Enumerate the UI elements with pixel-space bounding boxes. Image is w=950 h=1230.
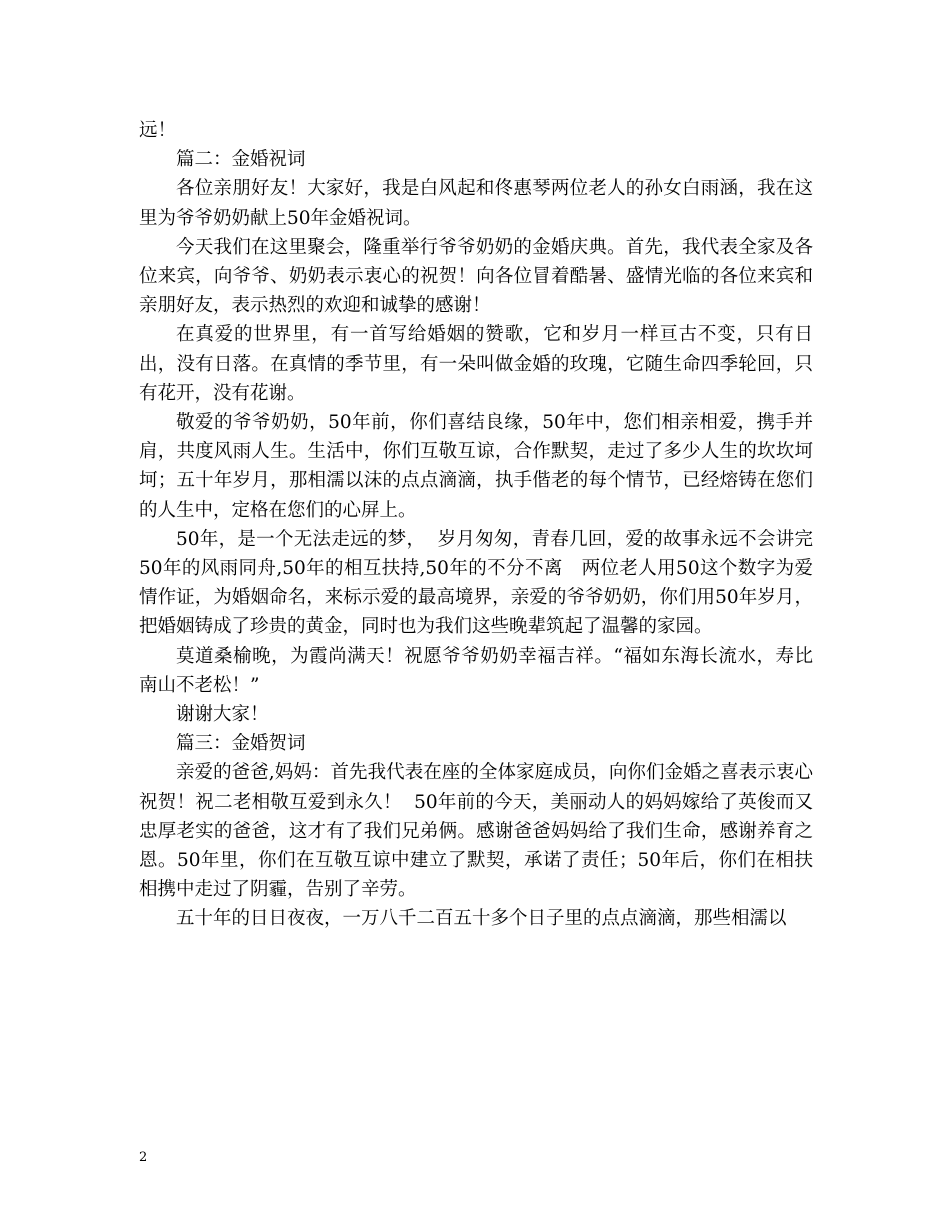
- paragraph-fifty-years-days: 五十年的日日夜夜，一万八千二百五十多个日子里的点点滴滴，那些相濡以: [176, 908, 787, 930]
- paragraph-fifty-years: 50年，是一个无法走远的梦， 岁月匆匆，青春几回，爱的故事永远不会讲完 50年的风雨同舟,50年的相互扶持,50年的不分不离 两位老人用50这个数字为爱情作证，为婚姻命名，来标示爱的最高境界，亲爱的爷爷奶奶，你们用50年岁月，把婚姻铸成了珍贵的黄金，同时也为我们这些晚辈筑起了温馨的家园。: [139, 528, 831, 638]
- paragraph-dear-parents: 亲爱的爸爸,妈妈：首先我代表在座的全体家庭成员，向你们金婚之喜表示衷心祝贺！祝二老相敬互爱到永久！ 50年前的今天，美丽动人的妈妈嫁给了英俊而又忠厚老实的爸爸，这才有了我们兄弟俩。感谢爸爸妈妈给了我们生命，感谢养育之恩。50年里，你们在互敬互谅中建立了默契，承诺了责任；50年后，你们在相扶相携中走过了阴霾，告别了辛劳。: [139, 762, 813, 901]
- continuation-text: 远！: [139, 120, 177, 141]
- section-heading-part-two: 篇二：金婚祝词: [176, 149, 306, 171]
- paragraph-blessing: 莫道桑榆晚，为霞尚满天！祝愿爷爷奶奶幸福吉祥。“福如东海长流水，寿比南山不老松！”: [139, 645, 813, 696]
- paragraph-respected-grandparents: 敬爱的爷爷奶奶，50年前，你们喜结良缘，50年中，您们相亲相爱，携手并肩，共度风雨人生。生活中，你们互敬互谅，合作默契，走过了多少人生的坎坎坷坷；五十年岁月，那相濡以沫的点点滴滴，执手偕老的每个情节，已经熔铸在您们的人生中，定格在您们的心屏上。: [139, 412, 813, 521]
- document-body: [139, 116, 831, 934]
- paragraph-greeting: 各位亲朋好友！大家好，我是白风起和佟惠琴两位老人的孙女白雨涵，我在这里为爷爷奶奶献上50年金婚祝词。: [139, 178, 813, 229]
- section-heading-part-three: 篇三：金婚贺词: [176, 733, 306, 755]
- page-number: 2: [139, 1150, 148, 1165]
- paragraph-gathering: 今天我们在这里聚会，隆重举行爷爷奶奶的金婚庆典。首先，我代表全家及各位来宾，向爷爷、奶奶表示衷心的祝贺！向各位冒着酷暑、盛情光临的各位来宾和亲朋好友，表示热烈的欢迎和诚挚的感谢！: [139, 236, 813, 317]
- paragraph-thanks: 谢谢大家！: [176, 704, 269, 726]
- paragraph-true-love: 在真爱的世界里，有一首写给婚姻的赞歌，它和岁月一样亘古不变，只有日出，没有日落。在真情的季节里，有一朵叫做金婚的玫瑰，它随生命四季轮回，只有花开，没有花谢。: [139, 324, 813, 404]
